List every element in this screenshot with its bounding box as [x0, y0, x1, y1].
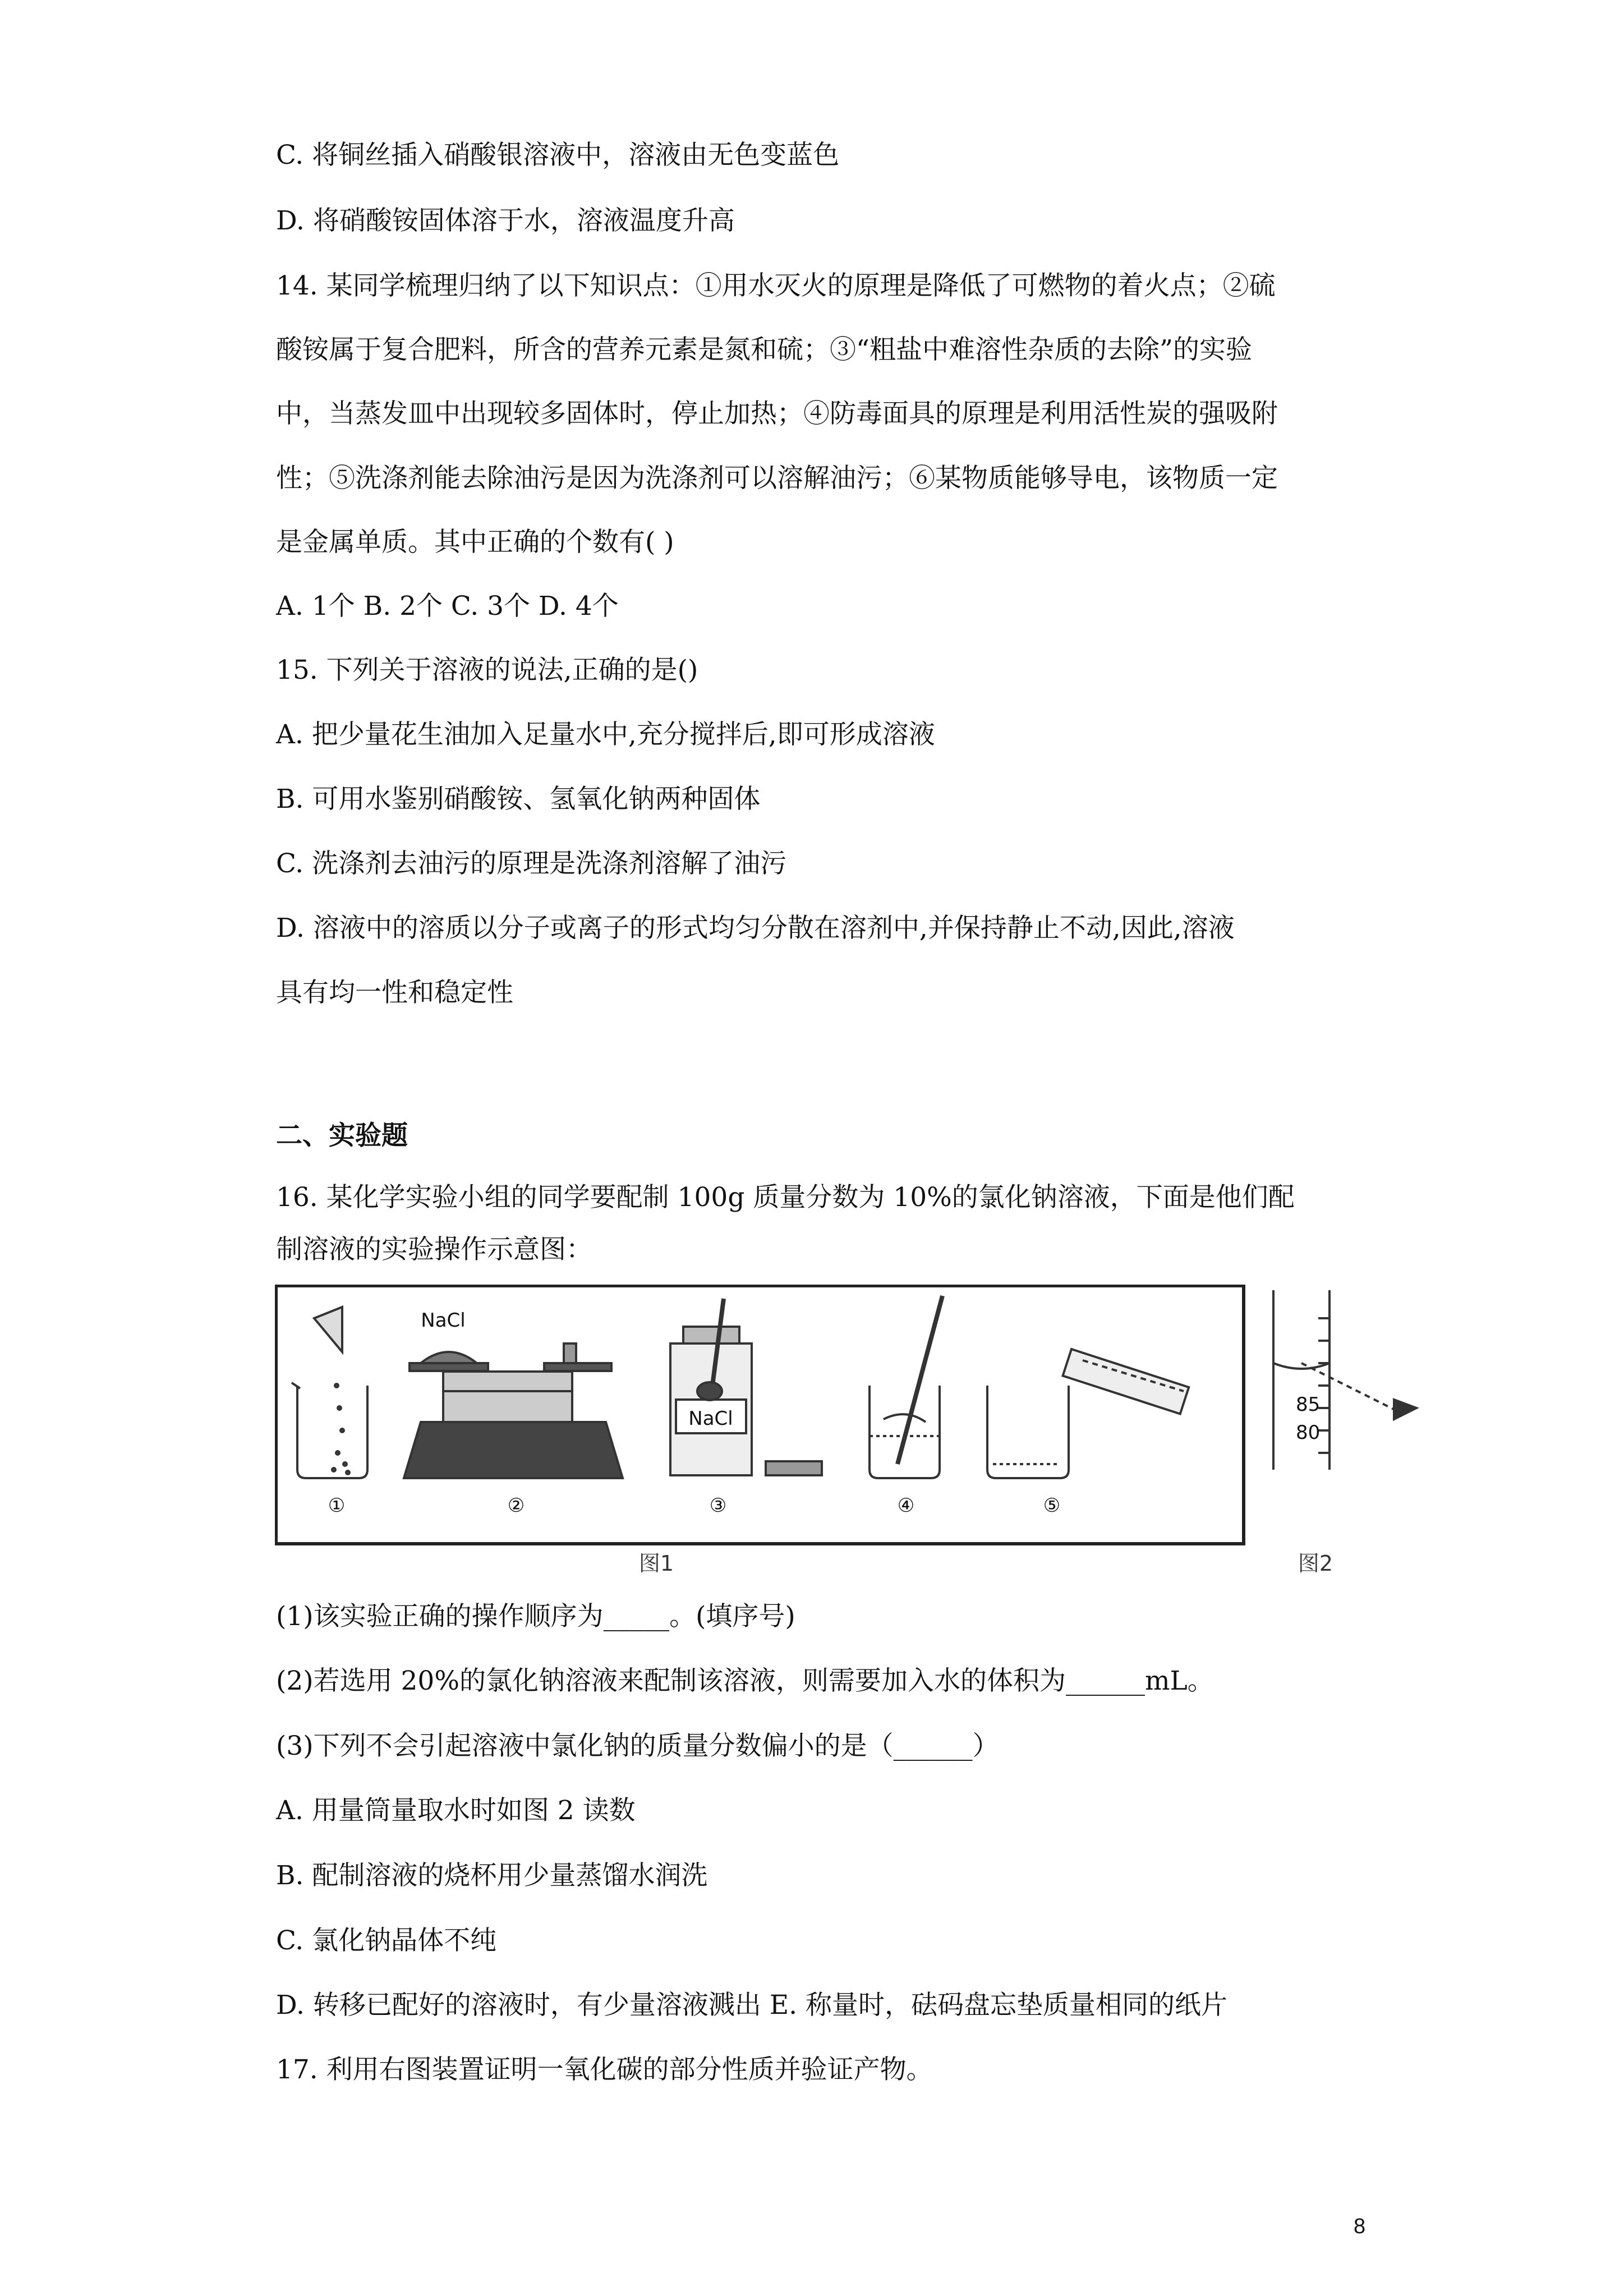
question-14-options: A. 1个 B. 2个 C. 3个 D. 4个 — [276, 591, 619, 622]
step-number-3: ③ — [709, 1494, 727, 1517]
experiment-figure — [275, 1285, 1419, 1582]
figure-1-caption: 图1 — [638, 1551, 674, 1576]
step-3-reagent-jar-icon — [670, 1299, 822, 1475]
step-5-pouring-cylinder-icon — [987, 1349, 1189, 1478]
step-number-2: ② — [507, 1494, 525, 1517]
question-14-line2: 酸铵属于复合肥料，所含的营养元素是氮和硫；③“粗盐中难溶性杂质的去除”的实验 — [276, 334, 1253, 365]
step-number-5: ⑤ — [1043, 1494, 1061, 1517]
figure-2-caption: 图2 — [1298, 1551, 1333, 1576]
cylinder-mark-80: 80 — [1296, 1421, 1321, 1444]
question-16-option-a: A. 用量筒量取水时如图 2 读数 — [276, 1795, 636, 1826]
question-16-line2: 制溶液的实验操作示意图： — [276, 1234, 592, 1265]
question-15-option-d-line1: D. 溶液中的溶质以分子或离子的形式均匀分散在溶剂中,并保持静止不动,因此,溶液 — [276, 913, 1235, 944]
step-number-1: ① — [328, 1494, 346, 1517]
question-14-line3: 中，当蒸发皿中出现较多固体时，停止加热；④防毒面具的原理是利用活性炭的强吸附 — [276, 398, 1278, 429]
question-15-option-a: A. 把少量花生油加入足量水中,充分搅拌后,即可形成溶液 — [276, 719, 935, 750]
step-2-balance-icon — [404, 1309, 623, 1478]
question-14-line1: 14. 某同学梳理归纳了以下知识点：①用水灭火的原理是降低了可燃物的着火点；②硫 — [276, 270, 1276, 301]
section-heading-experiment: 二、实验题 — [276, 1120, 408, 1151]
question-15-option-d-line2: 具有均一性和稳定性 — [276, 977, 513, 1008]
step-4-stirring-beaker-icon — [869, 1296, 942, 1478]
option-c-q13: C. 将铜丝插入硝酸银溶液中，溶液由无色变蓝色 — [276, 140, 840, 171]
question-15-stem: 15. 下列关于溶液的说法,正确的是() — [276, 655, 698, 685]
page-number: 8 — [1354, 2215, 1366, 2238]
option-d-q13: D. 将硝酸铵固体溶于水，溶液温度升高 — [276, 205, 735, 236]
question-16-option-b: B. 配制溶液的烧杯用少量蒸馏水润洗 — [276, 1860, 708, 1891]
question-16-sub1: (1)该实验正确的操作顺序为_____。(填序号) — [276, 1601, 795, 1632]
question-16-line1: 16. 某化学实验小组的同学要配制 100g 质量分数为 10%的氯化钠溶液，下面是他们配 — [276, 1182, 1295, 1213]
step-1-beaker-icon — [292, 1307, 367, 1478]
question-15-option-c: C. 洗涤剂去油污的原理是洗涤剂溶解了油污 — [276, 848, 787, 879]
step-number-4: ④ — [897, 1494, 915, 1517]
question-16-options-d-e: D. 转移已配好的溶液时，有少量溶液溅出 E. 称量时，砝码盘忘垫质量相同的纸片 — [276, 1990, 1228, 2021]
nacl-top-label: NaCl — [421, 1309, 466, 1332]
question-15-option-b: B. 可用水鉴别硝酸铵、氢氧化钠两种固体 — [276, 784, 761, 815]
question-17-stem: 17. 利用右图装置证明一氧化碳的部分性质并验证产物。 — [276, 2054, 933, 2085]
question-14-line4: 性；⑤洗涤剂能去除油污是因为洗涤剂可以溶解油污；⑥某物质能够导电，该物质一定 — [276, 463, 1278, 494]
question-16-option-c: C. 氯化钠晶体不纯 — [276, 1925, 497, 1956]
nacl-jar-label: NaCl — [688, 1407, 733, 1430]
cylinder-mark-85: 85 — [1296, 1393, 1321, 1416]
figure-2-cylinder-reading-icon — [1273, 1290, 1416, 1470]
question-16-sub2: (2)若选用 20%的氯化钠溶液来配制该溶液，则需要加入水的体积为______mL。 — [276, 1665, 1214, 1696]
question-16-sub3: (3)下列不会引起溶液中氯化钠的质量分数偏小的是（______） — [276, 1731, 999, 1761]
question-14-line5: 是金属单质。其中正确的个数有( ) — [276, 527, 674, 558]
